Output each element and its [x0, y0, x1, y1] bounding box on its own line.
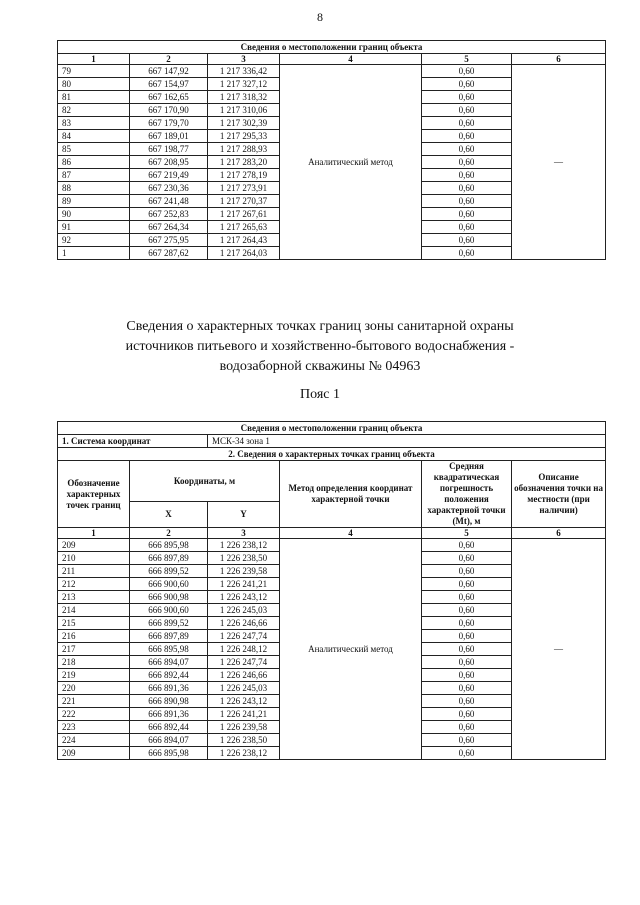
- mt-value: 0,60: [422, 643, 512, 656]
- coord-y: 1 217 264,43: [208, 234, 280, 247]
- point-id: 220: [58, 682, 130, 695]
- table-row: [58, 65, 606, 78]
- point-id: 209: [58, 539, 130, 552]
- coord-system-value: МСК-34 зона 1: [208, 435, 606, 448]
- mt-value: 0,60: [422, 208, 512, 221]
- mt-value: 0,60: [422, 539, 512, 552]
- point-id: 89: [58, 195, 130, 208]
- coord-y: 1 226 243,12: [208, 591, 280, 604]
- method-cell: Аналитический метод: [280, 65, 422, 260]
- header-y: Y: [208, 502, 280, 528]
- point-id: 82: [58, 104, 130, 117]
- coord-x: 666 895,98: [130, 643, 208, 656]
- mt-value: 0,60: [422, 156, 512, 169]
- coord-x: 666 897,89: [130, 630, 208, 643]
- coord-x: 667 264,34: [130, 221, 208, 234]
- point-id: 87: [58, 169, 130, 182]
- point-id: 84: [58, 130, 130, 143]
- coord-x: 666 900,60: [130, 578, 208, 591]
- column-number: 5: [422, 54, 512, 65]
- mt-value: 0,60: [422, 234, 512, 247]
- mt-value: 0,60: [422, 617, 512, 630]
- column-number: 1: [58, 54, 130, 65]
- table2-title: Сведения о местоположении границ объекта: [58, 422, 606, 435]
- point-id: 222: [58, 708, 130, 721]
- coord-x: 667 252,83: [130, 208, 208, 221]
- column-number: 4: [280, 528, 422, 539]
- method-cell: Аналитический метод: [280, 539, 422, 760]
- coord-y: 1 217 327,12: [208, 78, 280, 91]
- header-desc: Описание обозначения точки на местности (при наличии): [512, 461, 606, 528]
- mt-value: 0,60: [422, 708, 512, 721]
- mt-value: 0,60: [422, 169, 512, 182]
- column-number: 2: [130, 528, 208, 539]
- column-number: 2: [130, 54, 208, 65]
- column-number: 5: [422, 528, 512, 539]
- coord-x: 666 899,52: [130, 617, 208, 630]
- coord-y: 1 226 245,03: [208, 682, 280, 695]
- mt-value: 0,60: [422, 91, 512, 104]
- coord-x: 666 895,98: [130, 747, 208, 760]
- point-id: 216: [58, 630, 130, 643]
- mt-value: 0,60: [422, 682, 512, 695]
- header-coords: Координаты, м: [130, 461, 280, 502]
- mt-value: 0,60: [422, 143, 512, 156]
- point-id: 88: [58, 182, 130, 195]
- coord-y: 1 217 283,20: [208, 156, 280, 169]
- point-id: 224: [58, 734, 130, 747]
- mt-value: 0,60: [422, 604, 512, 617]
- header-mt: Средняя квадратическая погрешность положения характерной точки (Mt), м: [422, 461, 512, 528]
- zone-heading: [60, 317, 580, 377]
- coord-x: 666 894,07: [130, 734, 208, 747]
- coord-y: 1 217 270,37: [208, 195, 280, 208]
- column-number: 3: [208, 528, 280, 539]
- coord-x: 666 895,98: [130, 539, 208, 552]
- coord-y: 1 226 238,50: [208, 734, 280, 747]
- mt-value: 0,60: [422, 65, 512, 78]
- coord-x: 666 891,36: [130, 682, 208, 695]
- coord-y: 1 226 246,66: [208, 617, 280, 630]
- column-number: 6: [512, 528, 606, 539]
- coord-y: 1 226 245,03: [208, 604, 280, 617]
- point-id: 223: [58, 721, 130, 734]
- point-id: 219: [58, 669, 130, 682]
- mt-value: 0,60: [422, 182, 512, 195]
- coord-y: 1 217 295,33: [208, 130, 280, 143]
- coord-y: 1 217 288,93: [208, 143, 280, 156]
- belt-title: Пояс 1: [300, 387, 340, 402]
- point-id: 85: [58, 143, 130, 156]
- coord-y: 1 217 264,03: [208, 247, 280, 260]
- coord-x: 667 219,49: [130, 169, 208, 182]
- mt-value: 0,60: [422, 552, 512, 565]
- coord-y: 1 226 238,12: [208, 747, 280, 760]
- coord-x: 667 170,90: [130, 104, 208, 117]
- zone-heading-line1: Сведения о характерных точках границ зоны санитарной охраны: [126, 319, 514, 334]
- coord-y: 1 226 238,50: [208, 552, 280, 565]
- coord-x: 667 287,62: [130, 247, 208, 260]
- column-number: 3: [208, 54, 280, 65]
- point-id: 83: [58, 117, 130, 130]
- coord-y: 1 217 278,19: [208, 169, 280, 182]
- section2-title: 2. Сведения о характерных точках границ объекта: [58, 448, 606, 461]
- coord-x: 667 241,48: [130, 195, 208, 208]
- coord-y: 1 217 310,06: [208, 104, 280, 117]
- boundary-table-continued: [57, 40, 606, 260]
- point-id: 213: [58, 591, 130, 604]
- coord-y: 1 226 247,74: [208, 656, 280, 669]
- coord-x: 667 198,77: [130, 143, 208, 156]
- header-x: X: [130, 502, 208, 528]
- coord-x: 666 899,52: [130, 565, 208, 578]
- column-number: 1: [58, 528, 130, 539]
- point-id: 90: [58, 208, 130, 221]
- coord-x: 667 230,36: [130, 182, 208, 195]
- description-cell: —: [512, 65, 606, 260]
- point-id: 91: [58, 221, 130, 234]
- point-id: 218: [58, 656, 130, 669]
- column-number: 4: [280, 54, 422, 65]
- mt-value: 0,60: [422, 247, 512, 260]
- page-number: 8: [317, 10, 323, 24]
- point-id: 92: [58, 234, 130, 247]
- coord-x: 667 147,92: [130, 65, 208, 78]
- mt-value: 0,60: [422, 747, 512, 760]
- coord-x: 666 894,07: [130, 656, 208, 669]
- coord-x: 666 890,98: [130, 695, 208, 708]
- coord-y: 1 226 247,74: [208, 630, 280, 643]
- coord-y: 1 226 238,12: [208, 539, 280, 552]
- mt-value: 0,60: [422, 221, 512, 234]
- table1-title: Сведения о местоположении границ объекта: [58, 41, 606, 54]
- coord-y: 1 217 273,91: [208, 182, 280, 195]
- point-id: 221: [58, 695, 130, 708]
- point-id: 217: [58, 643, 130, 656]
- mt-value: 0,60: [422, 656, 512, 669]
- mt-value: 0,60: [422, 104, 512, 117]
- coord-x: 667 275,95: [130, 234, 208, 247]
- coord-x: 667 154,97: [130, 78, 208, 91]
- mt-value: 0,60: [422, 78, 512, 91]
- coord-y: 1 217 302,39: [208, 117, 280, 130]
- coord-y: 1 226 239,58: [208, 721, 280, 734]
- point-id: 80: [58, 78, 130, 91]
- coord-y: 1 217 336,42: [208, 65, 280, 78]
- mt-value: 0,60: [422, 669, 512, 682]
- mt-value: 0,60: [422, 630, 512, 643]
- mt-value: 0,60: [422, 195, 512, 208]
- coord-y: 1 226 243,12: [208, 695, 280, 708]
- coord-system-label: 1. Система координат: [58, 435, 208, 448]
- coord-y: 1 226 239,58: [208, 565, 280, 578]
- mt-value: 0,60: [422, 591, 512, 604]
- coord-x: 667 208,95: [130, 156, 208, 169]
- mt-value: 0,60: [422, 130, 512, 143]
- coord-y: 1 226 246,66: [208, 669, 280, 682]
- mt-value: 0,60: [422, 578, 512, 591]
- header-point: Обозначение характерных точек границ: [58, 461, 130, 528]
- point-id: 1: [58, 247, 130, 260]
- coord-y: 1 226 241,21: [208, 708, 280, 721]
- point-id: 81: [58, 91, 130, 104]
- coord-x: 666 892,44: [130, 669, 208, 682]
- point-id: 210: [58, 552, 130, 565]
- point-id: 211: [58, 565, 130, 578]
- description-cell: —: [512, 539, 606, 760]
- boundary-table-belt-1: [57, 421, 606, 760]
- coord-y: 1 217 318,32: [208, 91, 280, 104]
- mt-value: 0,60: [422, 734, 512, 747]
- point-id: 215: [58, 617, 130, 630]
- coord-y: 1 226 241,21: [208, 578, 280, 591]
- coord-x: 666 900,98: [130, 591, 208, 604]
- coord-y: 1 217 265,63: [208, 221, 280, 234]
- coord-x: 666 892,44: [130, 721, 208, 734]
- header-method: Метод определения координат характерной точки: [280, 461, 422, 528]
- point-id: 214: [58, 604, 130, 617]
- mt-value: 0,60: [422, 565, 512, 578]
- mt-value: 0,60: [422, 721, 512, 734]
- mt-value: 0,60: [422, 117, 512, 130]
- zone-heading-line3: водозаборной скважины № 04963: [219, 359, 421, 374]
- zone-heading-line2: источников питьевого и хозяйственно-бытового водоснабжения -: [125, 339, 515, 354]
- coord-x: 667 162,65: [130, 91, 208, 104]
- point-id: 209: [58, 747, 130, 760]
- point-id: 79: [58, 65, 130, 78]
- coord-y: 1 226 248,12: [208, 643, 280, 656]
- point-id: 212: [58, 578, 130, 591]
- coord-x: 667 189,01: [130, 130, 208, 143]
- table-row: [58, 539, 606, 552]
- coord-y: 1 217 267,61: [208, 208, 280, 221]
- column-number: 6: [512, 54, 606, 65]
- coord-x: 666 897,89: [130, 552, 208, 565]
- coord-x: 666 891,36: [130, 708, 208, 721]
- coord-x: 666 900,60: [130, 604, 208, 617]
- point-id: 86: [58, 156, 130, 169]
- mt-value: 0,60: [422, 695, 512, 708]
- coord-x: 667 179,70: [130, 117, 208, 130]
